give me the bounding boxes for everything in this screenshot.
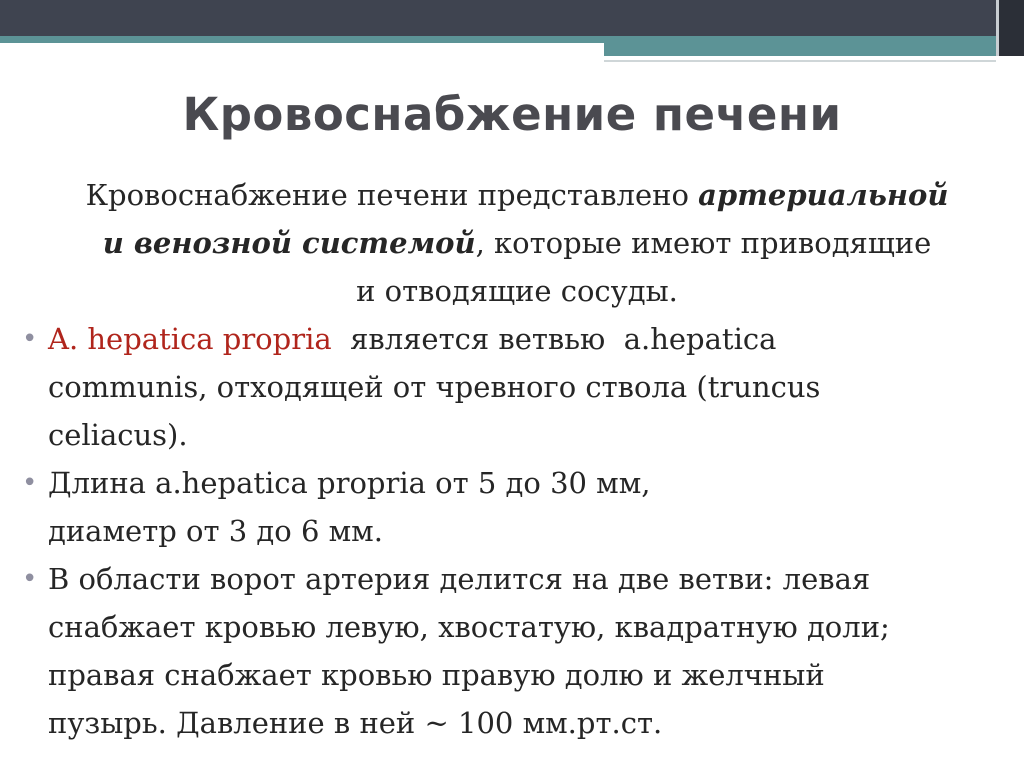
bullet-item-3 <box>22 555 1012 747</box>
intro-text-2: , которые имеют приводящие <box>475 226 932 260</box>
bullet-3-line-3: правая снабжает кровью правую долю и желчный <box>48 658 825 692</box>
intro-paragraph <box>22 171 1012 315</box>
bullet-item-2 <box>22 459 1012 507</box>
bullet-3-line-1: В области ворот артерия делится на две ветви: левая <box>48 562 871 596</box>
bullet-1-line-1: является ветвью a.hepatica <box>331 322 777 356</box>
bullet-icon: • <box>22 324 38 354</box>
bullet-2-line-1: Длина a.hepatica propria от 5 до 30 мм, <box>48 466 651 500</box>
intro-bold-1: артериальной <box>698 178 949 212</box>
bullet-item-1 <box>22 315 1012 459</box>
bullet-3-line-2: снабжает кровью левую, хвостатую, квадратную доли; <box>48 610 890 644</box>
intro-text-1: Кровоснабжение печени представлено <box>85 178 699 212</box>
bullet-icon: • <box>22 468 38 498</box>
bullet-1-line-3: celiacus). <box>48 418 188 452</box>
bullet-2-continuation <box>22 507 1012 555</box>
header-corner-tab <box>996 0 1024 56</box>
bullet-2-line-2: диаметр от 3 до 6 мм. <box>48 514 383 548</box>
slide-title: Кровоснабжение печени <box>182 88 842 141</box>
intro-text-3: и отводящие сосуды. <box>356 274 678 308</box>
intro-bold-2: и венозной системой <box>102 226 476 260</box>
header-divider <box>604 60 996 62</box>
bullet-3-line-4: пузырь. Давление в ней ~ 100 мм.рт.ст. <box>48 706 663 740</box>
slide-body <box>22 171 1012 747</box>
bullet-1-accent: A. hepatica propria <box>48 322 332 356</box>
header-accent-band <box>0 36 1024 43</box>
header-tab <box>604 43 1024 56</box>
bullet-1-line-2: communis, отходящей от чревного ствола (truncus <box>48 370 821 404</box>
bullet-icon: • <box>22 564 38 594</box>
header-band <box>0 0 1024 36</box>
